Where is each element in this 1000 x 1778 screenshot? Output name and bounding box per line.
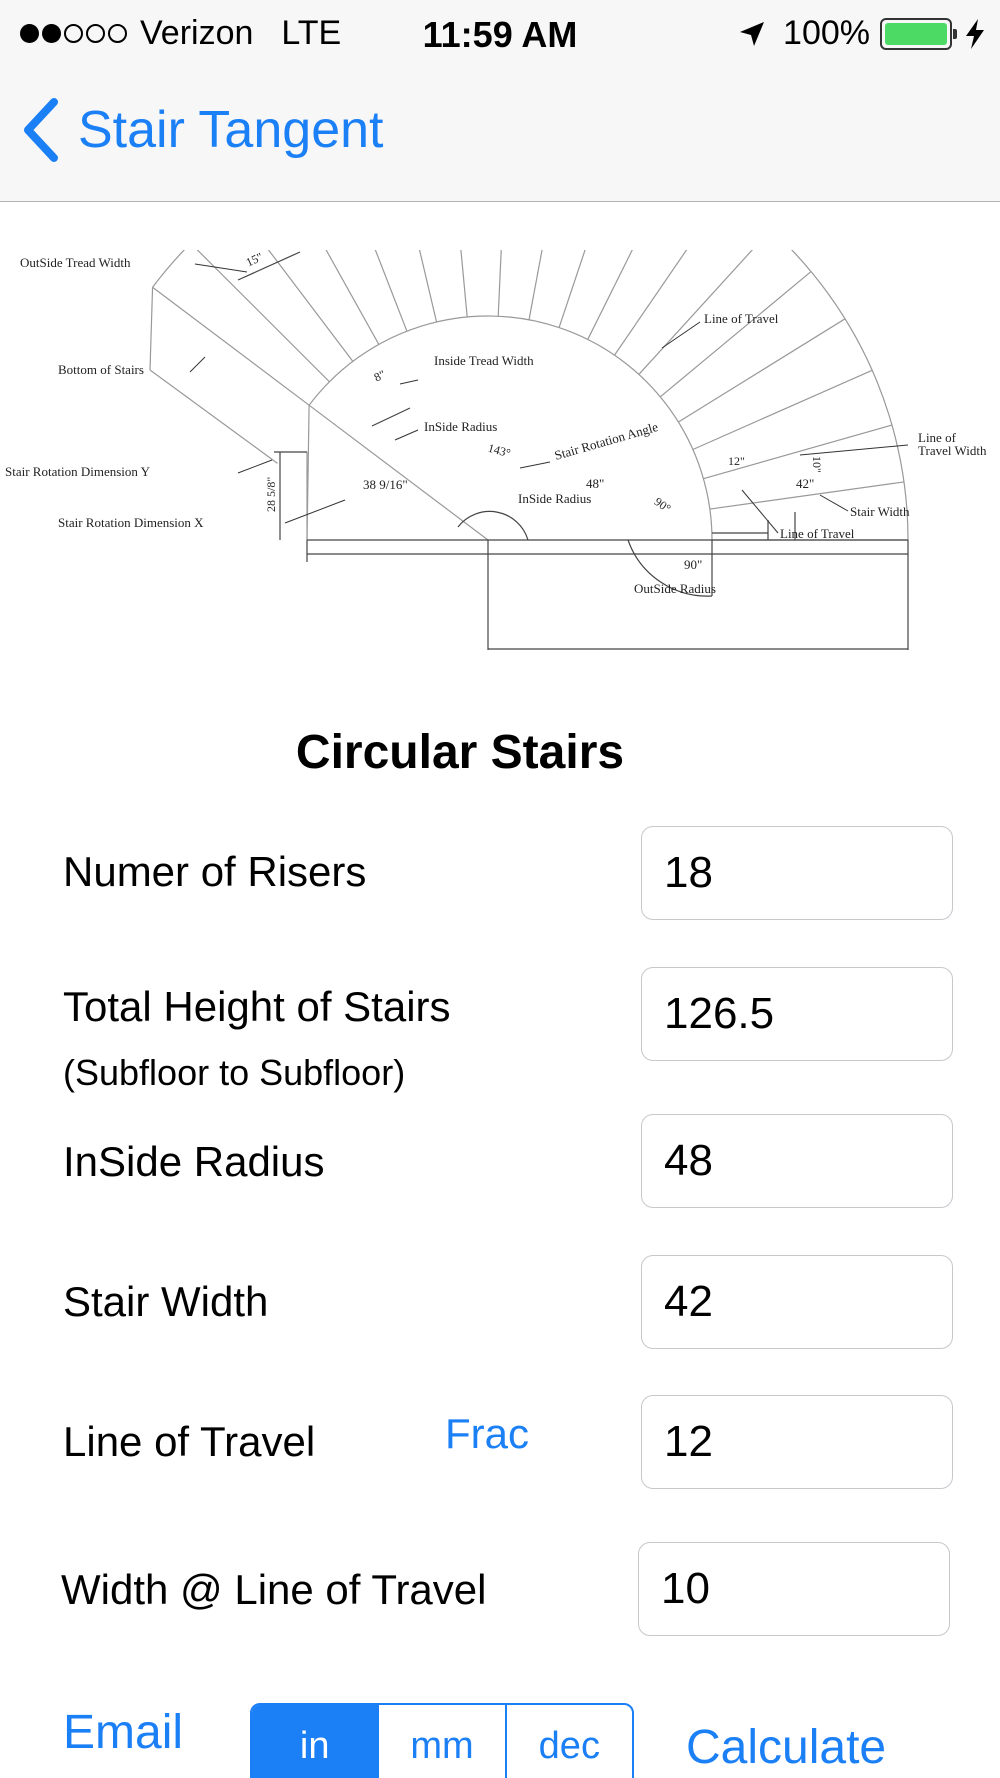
label-total-height: Total Height of Stairs xyxy=(63,983,451,1030)
back-button-label: Stair Tangent xyxy=(78,101,384,159)
label-outside-tread-width: OutSide Tread Width xyxy=(20,255,131,270)
label-dim-48: 48" xyxy=(586,476,605,491)
signal-strength-icon xyxy=(20,24,130,43)
back-button[interactable] xyxy=(22,98,383,162)
label-angle-90: 90° xyxy=(651,494,674,516)
inside-radius-input[interactable]: 48 xyxy=(641,1114,953,1208)
navigation-bar xyxy=(0,66,1000,202)
label-dim-42: 42" xyxy=(796,476,815,491)
email-button[interactable]: Email xyxy=(63,1706,184,1759)
status-bar xyxy=(0,0,1000,66)
line-of-travel-input[interactable]: 12 xyxy=(641,1395,953,1489)
label-total-height-sub: (Subfloor to Subfloor) xyxy=(63,1052,406,1093)
label-inside-tread-width: Inside Tread Width xyxy=(434,353,534,368)
label-line-of-travel-width-1: Line of xyxy=(918,430,956,445)
label-inside-radius-upper: InSide Radius xyxy=(424,419,498,434)
battery-level xyxy=(885,23,947,45)
status-left xyxy=(20,14,341,53)
label-stair-rotation-angle: Stair Rotation Angle xyxy=(552,419,660,463)
label-dim-15: 15" xyxy=(243,250,265,270)
label-outside-radius: OutSide Radius xyxy=(634,581,716,596)
bolt-icon xyxy=(964,18,986,50)
label-rotation-dim-y: Stair Rotation Dimension Y xyxy=(5,464,151,479)
unit-dec-segment[interactable]: dec xyxy=(538,1724,600,1767)
label-bottom-of-stairs: Bottom of Stairs xyxy=(58,362,144,377)
battery-icon xyxy=(880,18,952,50)
number-of-risers-input[interactable]: 18 xyxy=(641,826,953,920)
label-dim-10: 10" xyxy=(810,456,824,473)
unit-mm-segment[interactable]: mm xyxy=(379,1705,506,1778)
label-angle-143: 143° xyxy=(486,440,513,461)
network-type: LTE xyxy=(281,14,342,52)
label-inside-radius: InSide Radius xyxy=(63,1138,325,1185)
unit-selector xyxy=(250,1703,634,1778)
label-dim-12: 12" xyxy=(728,454,745,468)
label-width-at-line-of-travel: Width @ Line of Travel xyxy=(61,1566,487,1613)
carrier-name: Verizon xyxy=(140,14,254,52)
stair-diagram-drawing xyxy=(0,250,1000,690)
location-arrow-icon xyxy=(737,19,767,49)
frac-button[interactable]: Frac xyxy=(445,1410,529,1457)
unit-in-segment[interactable]: in xyxy=(252,1705,379,1778)
calculate-button[interactable]: Calculate xyxy=(686,1721,887,1774)
label-dim-8: 8" xyxy=(371,367,388,385)
label-rotation-dim-x: Stair Rotation Dimension X xyxy=(58,515,204,530)
label-line-of-travel-bottom: Line of Travel xyxy=(780,526,855,541)
page-title: Circular Stairs xyxy=(295,726,625,779)
label-dim-x: 38 9/16" xyxy=(363,477,408,492)
label-stair-width: Stair Width xyxy=(850,504,910,519)
label-line-of-travel: Line of Travel xyxy=(63,1418,316,1465)
chevron-left-icon xyxy=(22,98,58,162)
label-inside-radius-lower: InSide Radius xyxy=(518,491,592,506)
label-line-of-travel-top: Line of Travel xyxy=(704,311,779,326)
status-right xyxy=(737,14,986,53)
battery-percent: 100% xyxy=(783,14,870,52)
label-dim-90: 90" xyxy=(684,557,703,572)
label-dim-y: 28 5/8" xyxy=(264,476,278,512)
label-line-of-travel-width-2: Travel Width xyxy=(918,443,987,458)
stair-diagram xyxy=(0,250,1000,690)
width-at-line-of-travel-input[interactable]: 10 xyxy=(638,1542,950,1636)
label-stair-width: Stair Width xyxy=(63,1278,269,1325)
status-time: 11:59 AM xyxy=(422,14,578,55)
stair-width-input[interactable]: 42 xyxy=(641,1255,953,1349)
total-height-input[interactable]: 126.5 xyxy=(641,967,953,1061)
label-number-of-risers: Numer of Risers xyxy=(63,848,367,895)
